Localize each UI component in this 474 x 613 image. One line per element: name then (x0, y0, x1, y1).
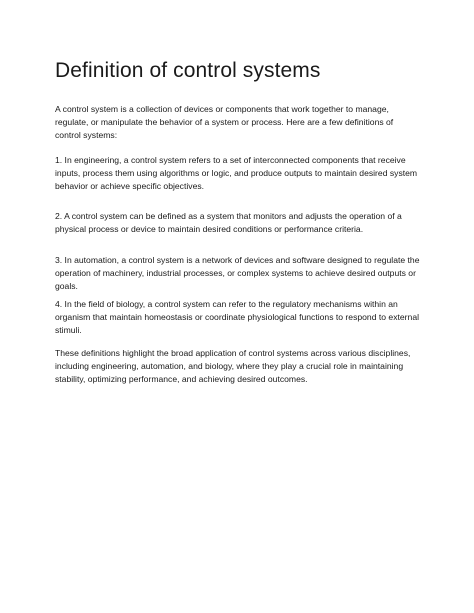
definition-1-paragraph: 1. In engineering, a control system refers to a set of interconnected components that receive inputs, process them using algorithms or logic, and produce outputs to maintain desired system behavior or achieve specific objectives. (55, 155, 418, 191)
conclusion-paragraph: These definitions highlight the broad application of control systems across various disciplines, including engineering, automation, and biology, where they play a crucial role in maintaining stability, optimizing performance, and achieving desired outcomes. (55, 348, 411, 384)
document-title: Definition of control systems (55, 59, 321, 82)
definition-3-paragraph: 3. In automation, a control system is a network of devices and software designed to regulate the operation of machinery, industrial processes, or complex systems to achieve desired outputs or goals. (55, 255, 420, 291)
intro-paragraph: A control system is a collection of devices or components that work together to manage, regulate, or manipulate the behavior of a system or process. Here are a few definitions of control systems: (55, 104, 394, 140)
definition-2-paragraph: 2. A control system can be defined as a system that monitors and adjusts the operation of a physical process or device to maintain desired conditions or performance criteria. (55, 211, 402, 234)
definition-4-paragraph: 4. In the field of biology, a control system can refer to the regulatory mechanisms within an organism that maintain homeostasis or coordinate physiological functions to respond to external stimuli. (55, 299, 420, 335)
